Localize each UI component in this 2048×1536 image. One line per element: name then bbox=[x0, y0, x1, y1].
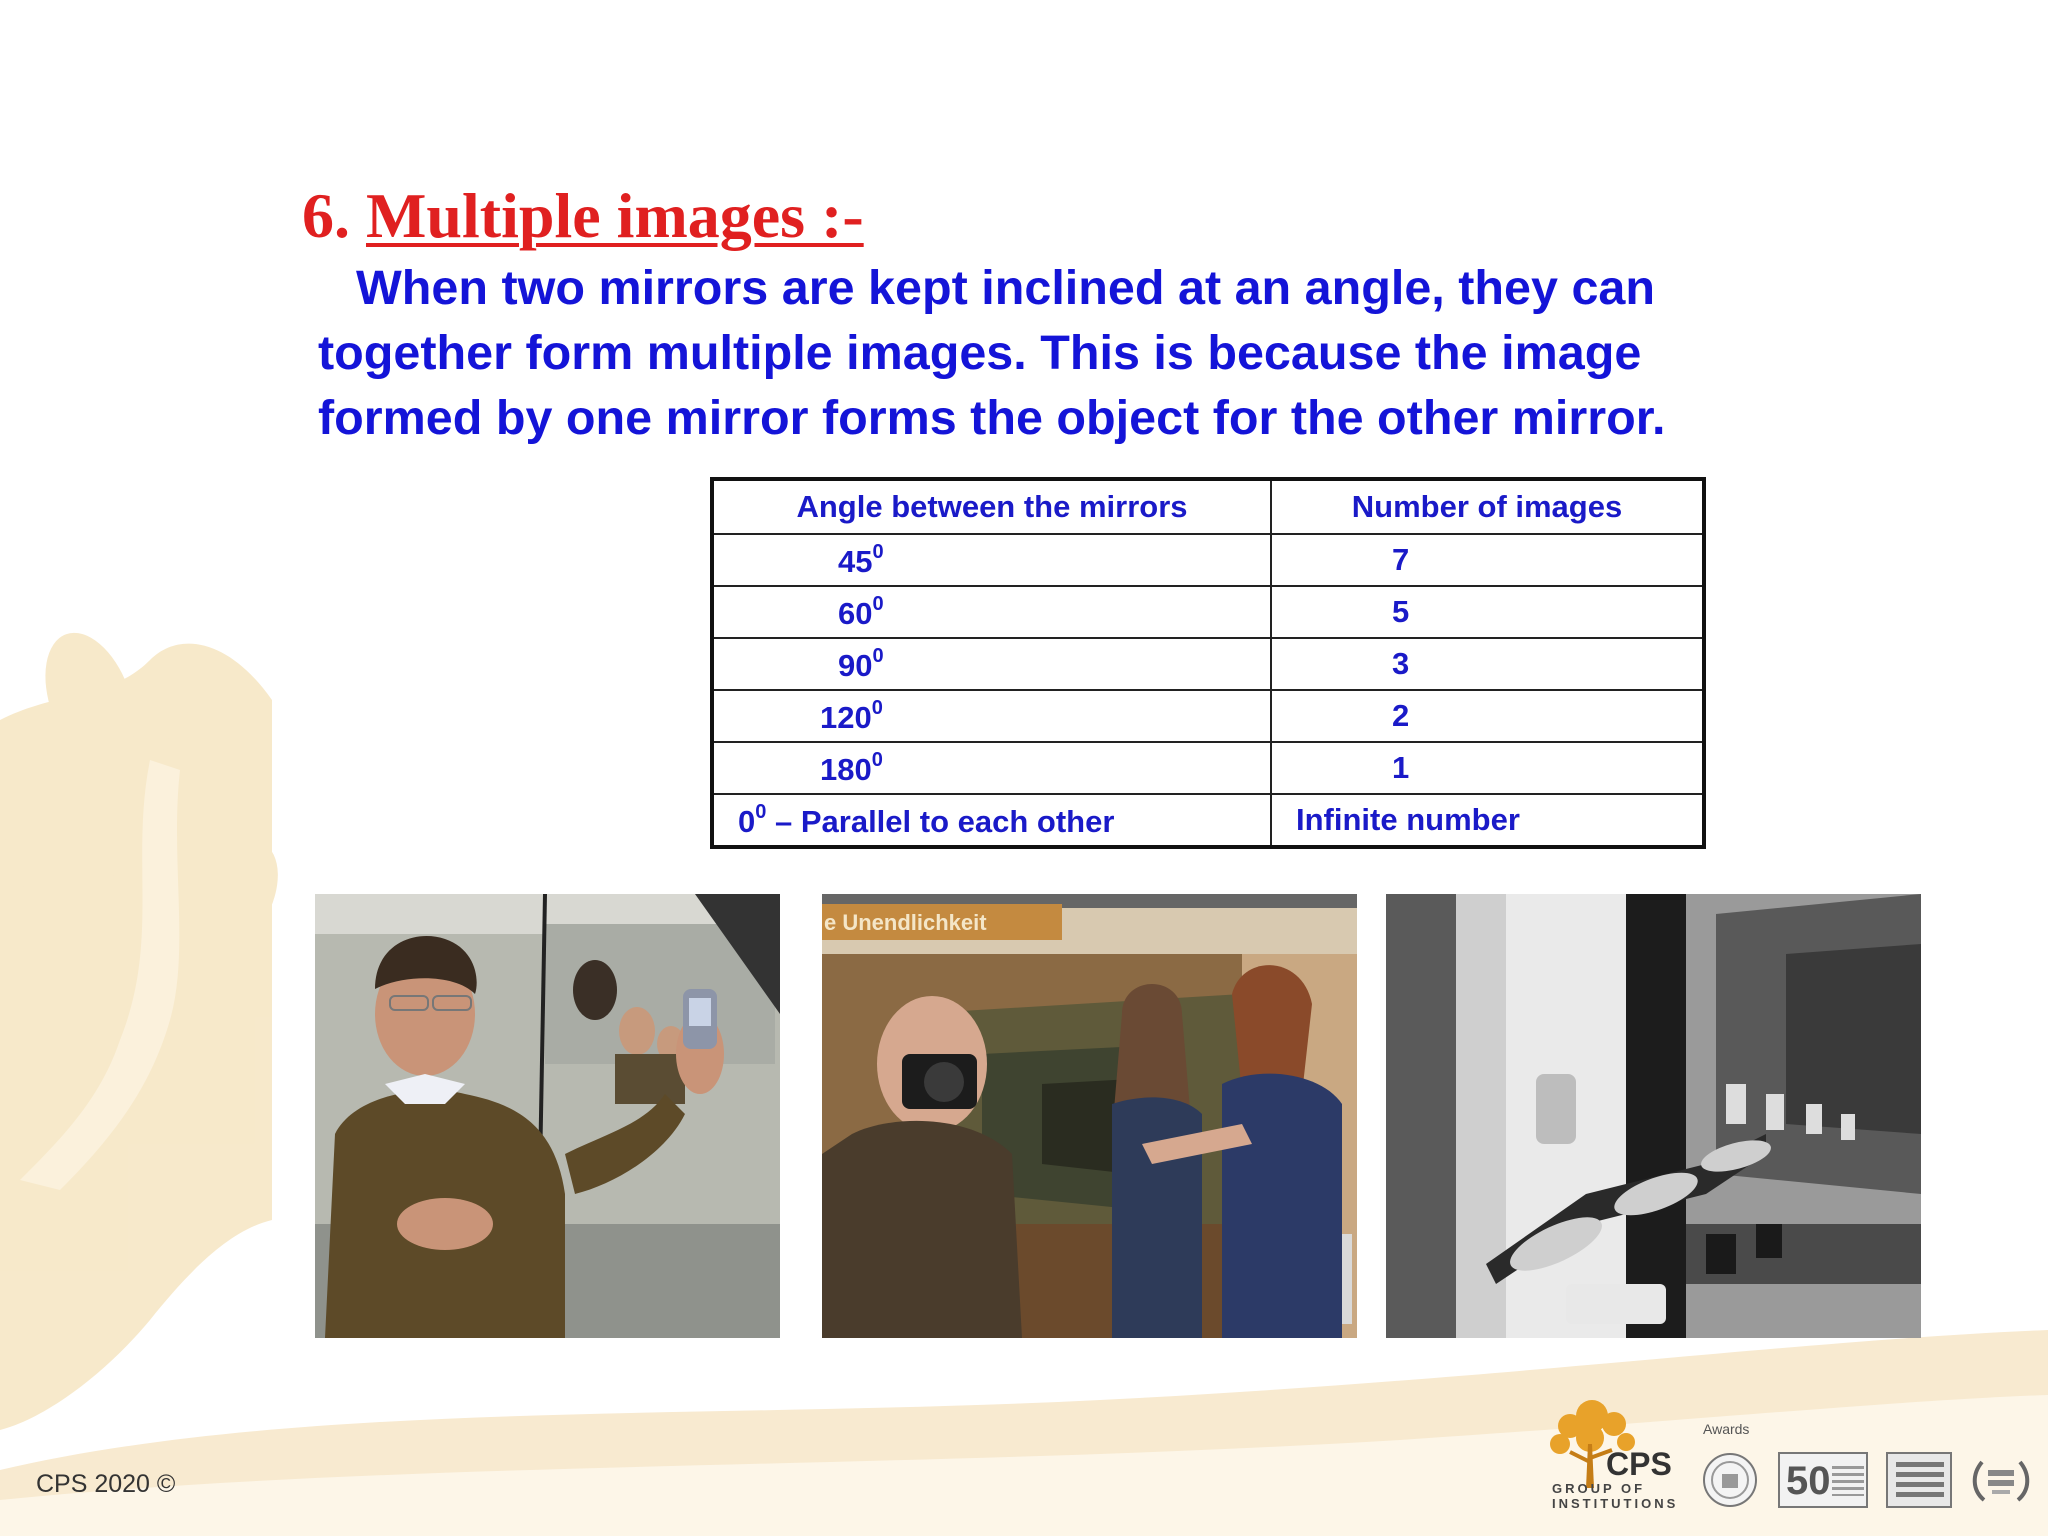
angle-value: 120 bbox=[820, 699, 872, 735]
degree-sup: 0 bbox=[871, 696, 883, 719]
angle-cell bbox=[712, 586, 1271, 638]
table-row bbox=[712, 742, 1704, 794]
images-cell: 2 bbox=[1271, 690, 1704, 742]
explanation-paragraph bbox=[318, 256, 1918, 451]
angle-value: 90 bbox=[838, 647, 873, 683]
award-badge-lines bbox=[1896, 1462, 1944, 1498]
angle-value: 180 bbox=[820, 751, 872, 787]
angle-cell bbox=[712, 690, 1271, 742]
photo-infinity-mirror-room bbox=[822, 894, 1357, 1338]
images-cell: 7 bbox=[1271, 534, 1704, 586]
angle-cell bbox=[712, 794, 1271, 847]
logo-subtitle bbox=[1552, 1481, 1678, 1511]
angle-suffix: – Parallel to each other bbox=[766, 803, 1115, 839]
header-angle: Angle between the mirrors bbox=[712, 479, 1271, 534]
table-row bbox=[712, 690, 1704, 742]
angle-cell bbox=[712, 742, 1271, 794]
slide-title bbox=[302, 178, 864, 254]
photo-caption: e Unendlichkeit bbox=[824, 910, 987, 935]
photo-washroom-mirrors bbox=[1386, 894, 1921, 1338]
angles-images-table bbox=[710, 477, 1706, 849]
award-seal-icon bbox=[1700, 1452, 1760, 1508]
angle-cell bbox=[712, 638, 1271, 690]
logo-subtitle-line: GROUP OF bbox=[1552, 1481, 1646, 1496]
title-number: 6. bbox=[302, 180, 350, 251]
award-50-number: 50 bbox=[1786, 1459, 1831, 1503]
degree-sup: 0 bbox=[871, 748, 883, 771]
angle-value: 0 bbox=[738, 803, 756, 839]
degree-sup: 0 bbox=[872, 592, 884, 615]
table-row bbox=[712, 794, 1704, 847]
images-cell: 5 bbox=[1271, 586, 1704, 638]
logo-cps-text: CPS bbox=[1606, 1446, 1672, 1482]
images-cell: Infinite number bbox=[1271, 794, 1704, 847]
images-cell: 3 bbox=[1271, 638, 1704, 690]
photo-man-with-phone bbox=[315, 894, 780, 1338]
header-images: Number of images bbox=[1271, 479, 1704, 534]
angle-value: 60 bbox=[838, 595, 873, 631]
award-great-place-to-study bbox=[1886, 1452, 1952, 1508]
paragraph-line: together form multiple images. This is because the image bbox=[318, 326, 1642, 380]
images-cell: 1 bbox=[1271, 742, 1704, 794]
table-row bbox=[712, 638, 1704, 690]
paragraph-line: formed by one mirror forms the object for the other mirror. bbox=[318, 391, 1666, 445]
award-laurel-icon bbox=[1968, 1452, 2034, 1508]
title-text: Multiple images :- bbox=[366, 180, 864, 251]
award-text-lines bbox=[1832, 1466, 1864, 1496]
award-50-schools bbox=[1778, 1452, 1868, 1508]
table-header-row bbox=[712, 479, 1704, 534]
angle-cell bbox=[712, 534, 1271, 586]
paragraph-line: When two mirrors are kept inclined at an angle, they can bbox=[356, 261, 1656, 315]
degree-sup: 0 bbox=[755, 800, 767, 823]
table-row bbox=[712, 586, 1704, 638]
table-row bbox=[712, 534, 1704, 586]
copyright-text: CPS 2020 © bbox=[36, 1470, 176, 1498]
awards-label: Awards bbox=[1703, 1421, 1750, 1437]
degree-sup: 0 bbox=[872, 644, 884, 667]
angle-value: 45 bbox=[838, 543, 873, 579]
degree-sup: 0 bbox=[872, 540, 884, 563]
logo-subtitle-line: INSTITUTIONS bbox=[1552, 1496, 1679, 1511]
